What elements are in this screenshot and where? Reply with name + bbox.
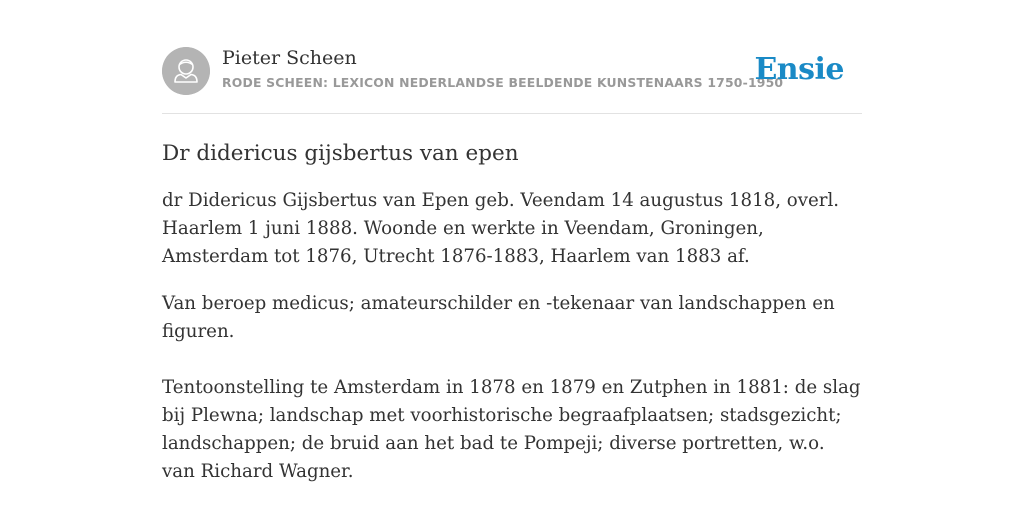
paragraph-profession: Van beroep medicus; amateurschilder en -tekenaar van landschappen en figuren. — [162, 293, 835, 342]
entry-card — [162, 46, 862, 486]
ensie-logo[interactable]: Ensie — [754, 52, 844, 87]
entry-header — [162, 46, 862, 114]
paragraph-exhibitions: Tentoonstelling te Amsterdam in 1878 en 1879 en Zutphen in 1881: de slag bij Plewna; landschap met voorhistorische begraafplaatsen; stadsgezicht; landschappen; de bruid aan het bad te Pompeji; diverse portretten, w.o. van Richard Wagner. — [162, 377, 861, 482]
user-silhouette-icon — [162, 47, 210, 95]
paragraph-biography: dr Didericus Gijsbertus van Epen geb. Veendam 14 augustus 1818, overl. Haarlem 1 juni 1888. Woonde en werkte in Veendam, Groningen, Amsterdam tot 1876, Utrecht 1876-1883, Haarlem van 1883 af. — [162, 190, 840, 267]
source-lexicon[interactable]: RODE SCHEEN: LEXICON NEDERLANDSE BEELDENDE KUNSTENAARS 1750-1950 — [222, 75, 784, 90]
author-name[interactable]: Pieter Scheen — [222, 47, 357, 69]
entry-body — [162, 187, 862, 486]
entry-title: Dr didericus gijsbertus van epen — [162, 141, 519, 166]
author-avatar — [162, 47, 210, 95]
